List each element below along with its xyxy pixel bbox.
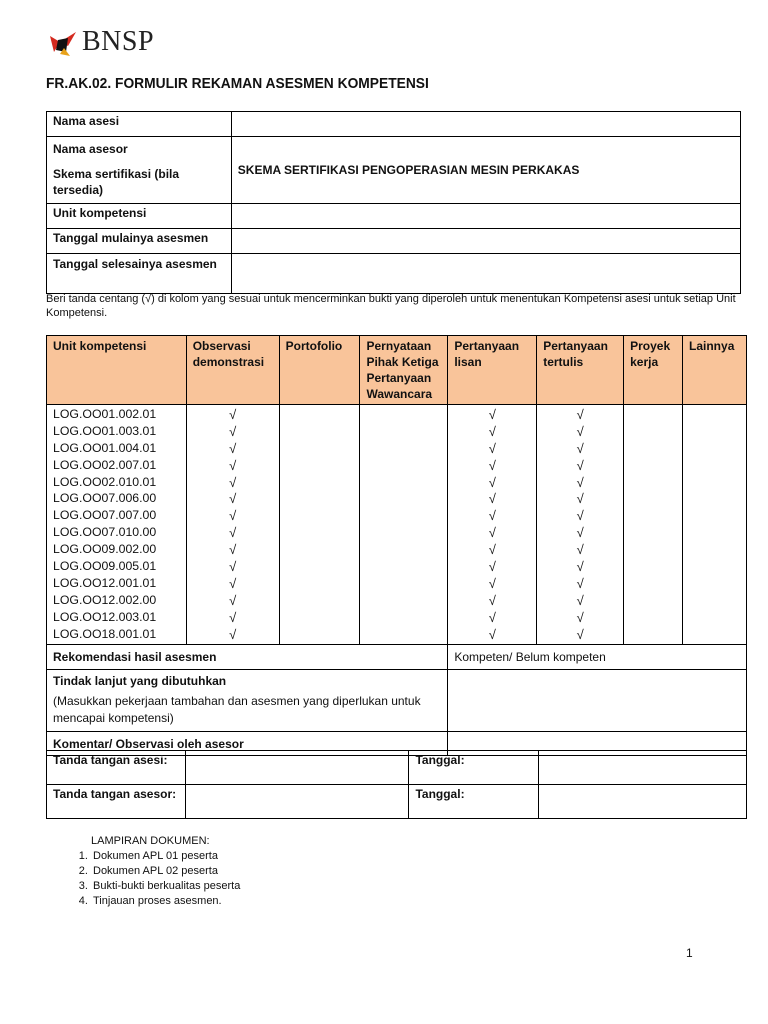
lainnya-checks	[683, 405, 747, 645]
lampiran-item: 4. Tinjauan proses asesmen.	[91, 894, 240, 909]
tgl-selesai-field[interactable]	[231, 254, 740, 294]
form-title: FR.AK.02. FORMULIR REKAMAN ASESMEN KOMPETENSI	[46, 75, 429, 92]
check-mark[interactable]: √	[488, 423, 496, 439]
header-lisan: Pertanyaan lisan	[448, 336, 537, 405]
check-mark[interactable]: √	[576, 542, 584, 558]
check-mark[interactable]: √	[488, 626, 496, 642]
rekomendasi-value[interactable]: Kompeten/ Belum kompeten	[448, 645, 747, 670]
check-mark[interactable]: √	[229, 525, 237, 541]
unit-code: LOG.OO01.003.01	[53, 423, 157, 438]
tgl-mulai-label: Tanggal mulainya asesmen	[47, 229, 232, 254]
check-mark[interactable]: √	[229, 474, 237, 490]
check-mark[interactable]: √	[576, 440, 584, 456]
page-number: 1	[686, 946, 693, 960]
tindak-lanjut-note: (Masukkan pekerjaan tambahan dan asesmen yang diperlukan untuk mencapai kompetensi)	[53, 694, 421, 726]
header-unit: Unit kompetensi	[47, 336, 187, 405]
skema-value: SKEMA SERTIFIKASI PENGOPERASIAN MESIN PERKAKAS	[231, 137, 740, 204]
check-mark[interactable]: √	[488, 525, 496, 541]
unit-code: LOG.OO09.005.01	[53, 559, 157, 574]
header-portofolio: Portofolio	[279, 336, 360, 405]
check-mark[interactable]: √	[229, 407, 237, 422]
lampiran-title: LAMPIRAN DOKUMEN:	[91, 835, 210, 847]
pernyataan-checks	[360, 405, 448, 645]
tertulis-checks	[537, 405, 624, 645]
unit-kompetensi-label: Unit kompetensi	[47, 204, 232, 229]
check-mark[interactable]: √	[488, 457, 496, 473]
check-mark[interactable]: √	[229, 542, 237, 558]
unit-code: LOG.OO12.001.01	[53, 575, 157, 590]
ttd-asesi-field[interactable]	[185, 751, 409, 785]
header-proyek: Proyek kerja	[624, 336, 683, 405]
tanggal-asesi-field[interactable]	[539, 751, 747, 785]
tanggal-asesor-field[interactable]	[539, 785, 747, 819]
nama-asesi-field[interactable]	[231, 112, 740, 137]
check-mark[interactable]: √	[576, 626, 584, 642]
unit-code: LOG.OO02.010.01	[53, 474, 157, 489]
header-observasi: Observasi demonstrasi	[186, 336, 279, 405]
unit-code: LOG.OO12.002.00	[53, 592, 157, 607]
check-mark[interactable]: √	[229, 491, 237, 507]
check-mark[interactable]: √	[229, 457, 237, 473]
unit-code: LOG.OO02.007.01	[53, 457, 157, 472]
check-mark[interactable]: √	[229, 592, 237, 608]
unit-code: LOG.OO07.010.00	[53, 525, 157, 540]
bnsp-emblem-icon	[46, 26, 80, 60]
unit-code: LOG.OO01.004.01	[53, 440, 157, 455]
bnsp-logo	[46, 24, 156, 60]
check-mark[interactable]: √	[576, 423, 584, 439]
unit-code: LOG.OO07.006.00	[53, 491, 157, 506]
check-mark[interactable]: √	[229, 508, 237, 524]
check-mark[interactable]: √	[488, 407, 496, 422]
lisan-checks	[448, 405, 537, 645]
lampiran-item: 1. Dokumen APL 01 peserta	[91, 849, 240, 864]
check-mark[interactable]: √	[576, 508, 584, 524]
check-mark[interactable]: √	[576, 592, 584, 608]
ttd-asesor-label: Tanda tangan asesor:	[47, 785, 186, 819]
check-mark[interactable]: √	[229, 423, 237, 439]
asesi-info-table	[46, 111, 741, 294]
tindak-lanjut-field[interactable]	[448, 670, 747, 732]
tanggal-asesor-label: Tanggal:	[409, 785, 539, 819]
unit-code: LOG.OO01.002.01	[53, 407, 157, 421]
lampiran-item: 3. Bukti-bukti berkualitas peserta	[91, 879, 240, 894]
ttd-asesor-field[interactable]	[185, 785, 409, 819]
header-tertulis: Pertanyaan tertulis	[537, 336, 624, 405]
lampiran-section	[91, 834, 240, 909]
unit-code: LOG.OO09.002.00	[53, 542, 157, 557]
check-mark[interactable]: √	[576, 407, 584, 422]
check-mark[interactable]: √	[488, 609, 496, 625]
ttd-asesi-label: Tanda tangan asesi:	[47, 751, 186, 785]
proyek-checks	[624, 405, 683, 645]
unit-list	[47, 405, 187, 645]
header-pernyataan: Pernyataan Pihak Ketiga Pertanyaan Wawancara	[360, 336, 448, 405]
tgl-mulai-field[interactable]	[231, 229, 740, 254]
nama-asesor-label: Nama asesor	[53, 142, 128, 156]
komentar-label: Komentar/ Observasi oleh asesor	[47, 732, 448, 756]
lampiran-list	[69, 849, 240, 909]
check-mark[interactable]: √	[576, 491, 584, 507]
unit-kompetensi-field[interactable]	[231, 204, 740, 229]
check-mark[interactable]: √	[488, 592, 496, 608]
check-mark[interactable]: √	[488, 491, 496, 507]
check-mark[interactable]: √	[576, 474, 584, 490]
check-mark[interactable]: √	[229, 609, 237, 625]
check-mark[interactable]: √	[229, 575, 237, 591]
instruction-text: Beri tanda centang (√) di kolom yang sesuai untuk mencerminkan bukti yang diperoleh untuk menentukan Kompetensi asesi untuk setiap Unit Kompetensi.	[46, 293, 736, 319]
unit-code: LOG.OO12.003.01	[53, 609, 157, 624]
tindak-lanjut-cell	[47, 670, 448, 732]
check-mark[interactable]: √	[488, 575, 496, 591]
check-mark[interactable]: √	[488, 440, 496, 456]
unit-code: LOG.OO18.001.01	[53, 626, 157, 641]
check-mark[interactable]: √	[576, 457, 584, 473]
check-mark[interactable]: √	[229, 626, 237, 642]
check-mark[interactable]: √	[488, 474, 496, 490]
check-mark[interactable]: √	[229, 440, 237, 456]
check-mark[interactable]: √	[229, 559, 237, 575]
evidence-table	[46, 335, 747, 756]
bnsp-logo-text: BNSP	[82, 26, 155, 57]
check-mark[interactable]: √	[488, 508, 496, 524]
tindak-lanjut-label: Tindak lanjut yang dibutuhkan	[53, 674, 227, 689]
check-mark[interactable]: √	[576, 575, 584, 591]
check-mark[interactable]: √	[576, 609, 584, 625]
check-mark[interactable]: √	[488, 542, 496, 558]
tanggal-asesi-label: Tanggal:	[409, 751, 539, 785]
tgl-selesai-label: Tanggal selesainya asesmen	[47, 254, 232, 294]
skema-label: Skema sertifikasi (bila tersedia)	[53, 167, 180, 197]
unit-code: LOG.OO07.007.00	[53, 508, 157, 523]
portofolio-checks	[279, 405, 360, 645]
check-mark[interactable]: √	[488, 559, 496, 575]
header-lainnya: Lainnya	[683, 336, 747, 405]
check-mark[interactable]: √	[576, 525, 584, 541]
rekomendasi-label: Rekomendasi hasil asesmen	[47, 645, 448, 670]
nama-asesi-label: Nama asesi	[47, 112, 232, 137]
lampiran-item: 2. Dokumen APL 02 peserta	[91, 864, 240, 879]
observasi-checks	[186, 405, 279, 645]
signature-table	[46, 750, 747, 819]
check-mark[interactable]: √	[576, 559, 584, 575]
asesor-skema-labels	[47, 137, 232, 204]
